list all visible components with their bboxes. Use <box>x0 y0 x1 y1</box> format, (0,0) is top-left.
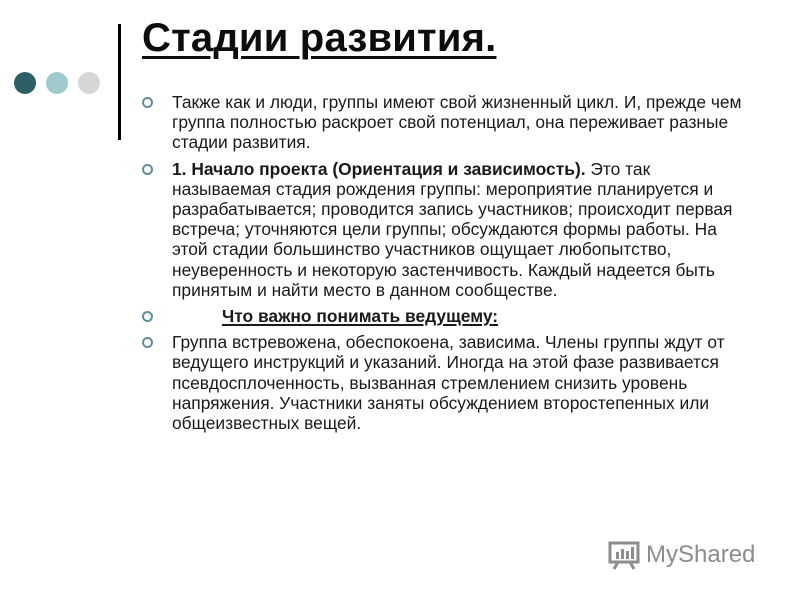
stage-heading: 1. Начало проекта (Ориентация и зависимость). <box>172 158 586 179</box>
leader-note-heading: Что важно понимать ведущему: <box>222 306 499 327</box>
list-item <box>142 159 752 300</box>
decorative-dots <box>14 72 100 94</box>
bullet-circle-icon <box>142 311 153 322</box>
list-item <box>142 306 752 326</box>
watermark <box>608 540 755 570</box>
myshared-logo-icon <box>608 540 642 570</box>
watermark-text: MyShared <box>646 541 756 568</box>
bullet-circle-icon <box>142 164 153 175</box>
bullet-circle-icon <box>142 97 153 108</box>
paragraph-text: Также как и люди, группы имеют свой жизненный цикл. И, прежде чем группа полностью раскроет свой потенциал, она переживает разные стадии развития. <box>172 92 742 153</box>
list-item <box>142 332 752 433</box>
bullet-circle-icon <box>142 337 153 348</box>
paragraph-text: Группа встревожена, обеспокоена, зависима. Члены группы ждут от ведущего инструкций и указаний. Иногда на этой фазе развивается псевдосплоченность, вызванная стремлением снизить уровень напряжения. Участники заняты обсуждением второстепенных или общеизвестных вещей. <box>172 332 725 434</box>
list-item <box>142 92 752 153</box>
bullet-list <box>142 92 752 439</box>
paragraph-text: Это так называемая стадия рождения группы: мероприятие планируется и разрабатывается; проводится запись участников; происходит первая встреча; уточняются цели группы; обсуждаются формы работы. На этой стадии большинство участников ощущает любопытство, неуверенность и некоторую застенчивость. Каждый надеется быть принятым и найти место в данном сообществе. <box>172 158 733 300</box>
slide-title: Стадии развития. <box>142 16 497 60</box>
decorative-dot-gray <box>78 72 100 94</box>
decorative-dot-light <box>46 72 68 94</box>
decorative-dot-dark <box>14 72 36 94</box>
vertical-divider <box>118 24 121 140</box>
